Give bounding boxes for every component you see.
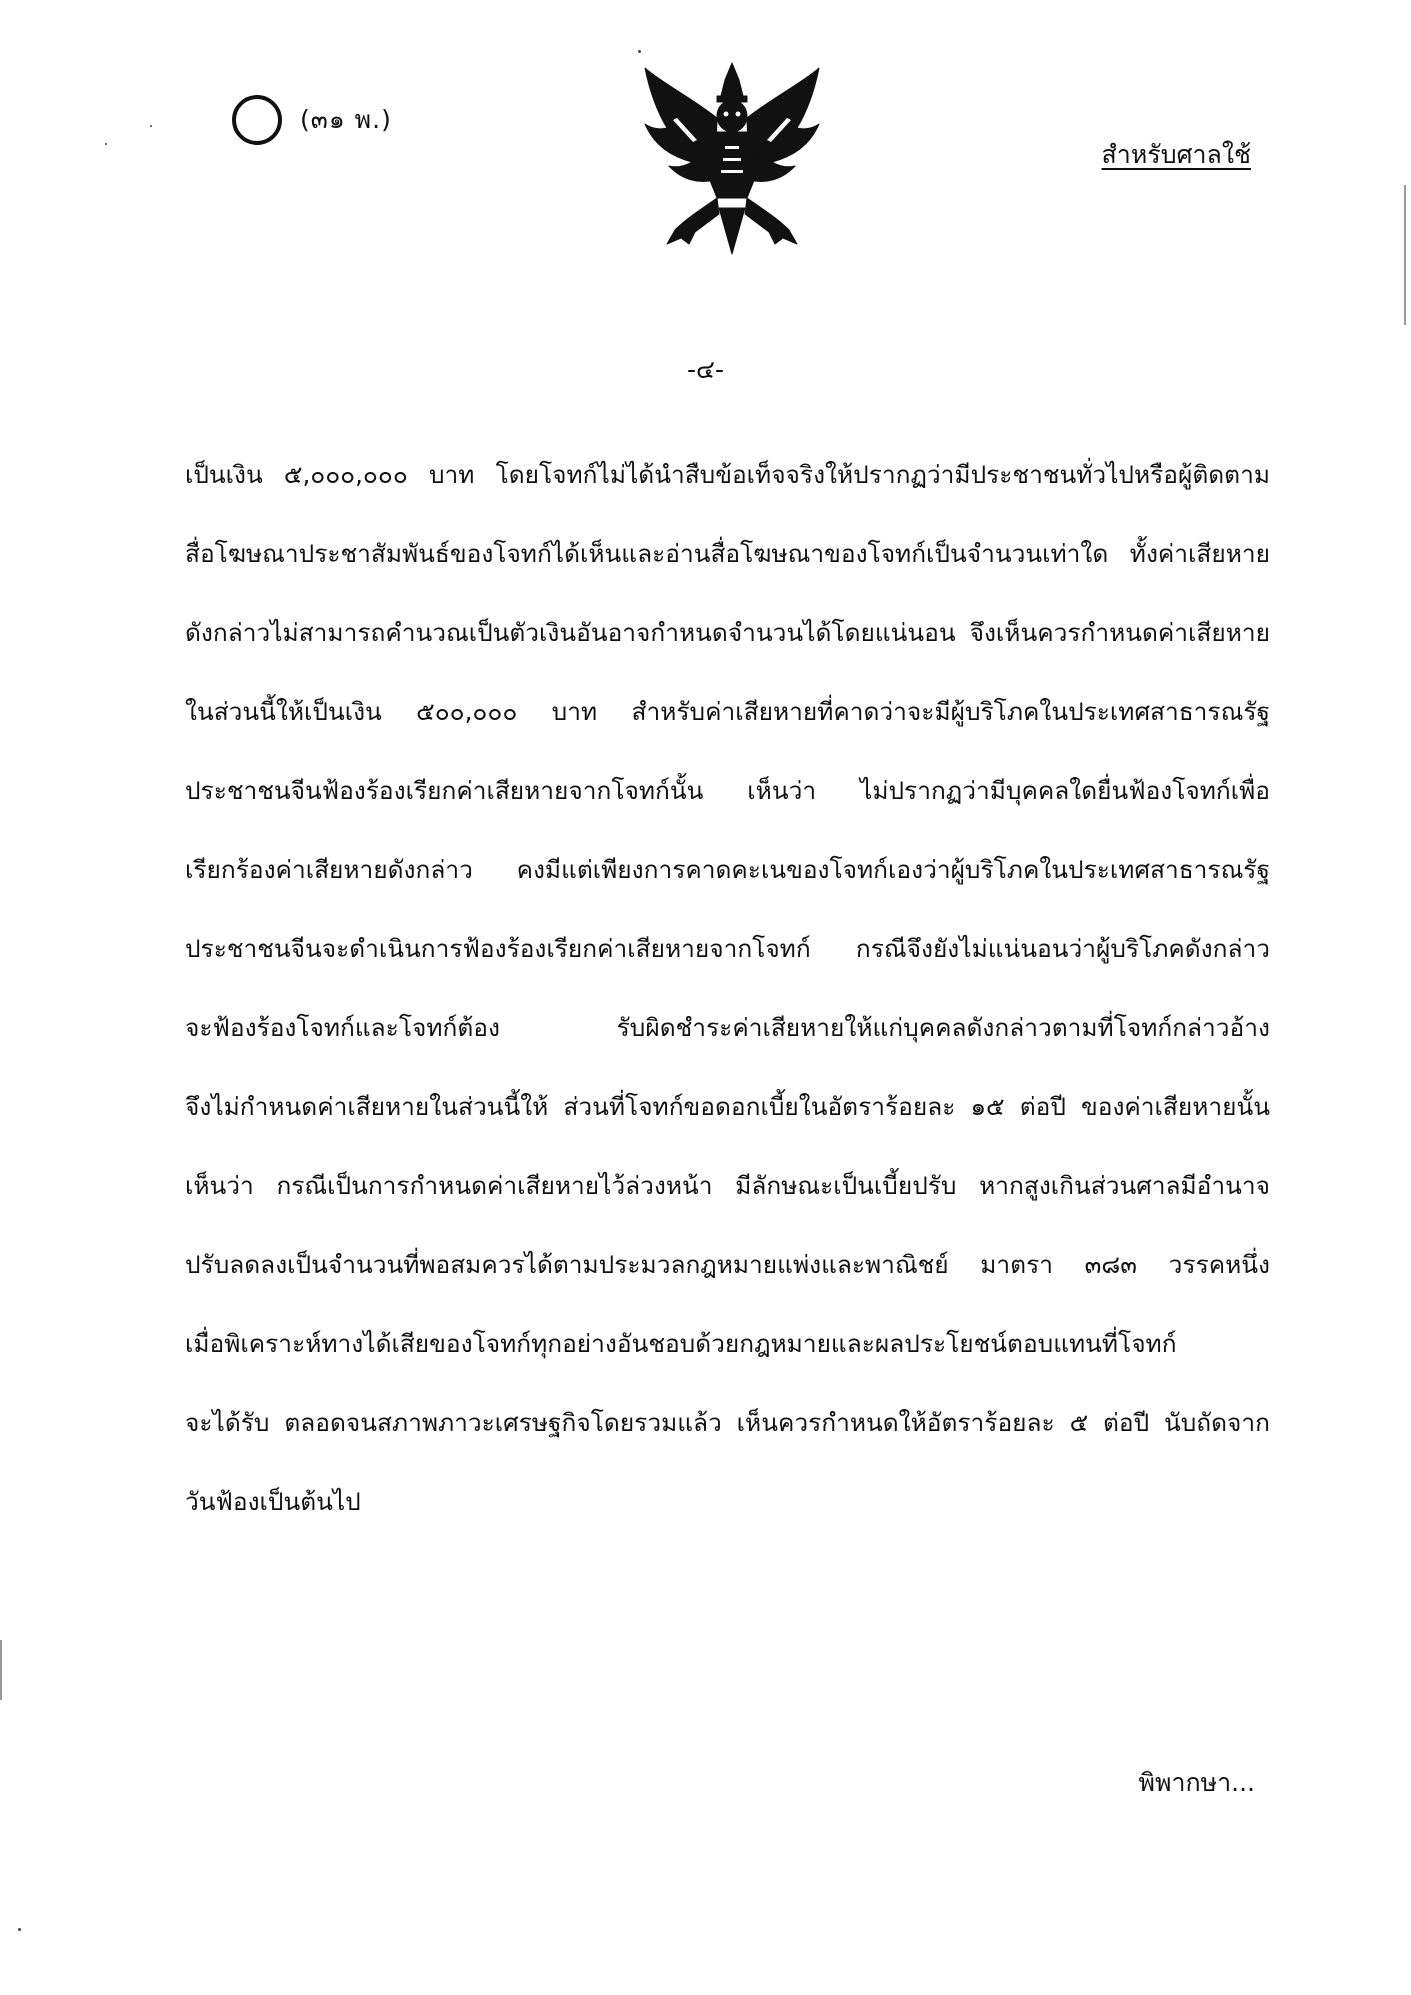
body-line: จึงไม่กำหนดค่าเสียหายในส่วนนี้ให้ ส่วนที่โจทก์ขอดอกเบี้ยในอัตราร้อยละ ๑๕ ต่อปี ของค่าเสียหายนั้น <box>185 1092 1270 1121</box>
body-line: จะได้รับ ตลอดจนสภาพภาวะเศรษฐกิจโดยรวมแล้ว เห็นควรกำหนดให้อัตราร้อยละ ๕ ต่อปี นับถัดจาก <box>185 1408 1270 1437</box>
body-line: เป็นเงิน ๕,๐๐๐,๐๐๐ บาท โดยโจทก์ไม่ได้นำสืบข้อเท็จจริงให้ปรากฏว่ามีประชาชนทั่วไปหรือผู้ติดตาม <box>185 460 1270 489</box>
judgment-body <box>185 455 1270 1561</box>
body-line: สื่อโฆษณาประชาสัมพันธ์ของโจทก์ได้เห็นและอ่านสื่อโฆษณาของโจทก์เป็นจำนวนเท่าใด ทั้งค่าเสียหาย <box>185 539 1270 568</box>
body-line: เรียกร้องค่าเสียหายดังกล่าว คงมีแต่เพียงการคาดคะเนของโจทก์เองว่าผู้บริโภคในประเทศสาธารณรัฐ <box>185 855 1270 884</box>
body-line: เห็นว่า กรณีเป็นการกำหนดค่าเสียหายไว้ล่วงหน้า มีลักษณะเป็นเบี้ยปรับ หากสูงเกินส่วนศาลมีอำนาจ <box>185 1171 1270 1200</box>
continuation-word: พิพากษา... <box>1138 1768 1255 1797</box>
scan-speck <box>150 125 152 127</box>
body-line: ปรับลดลงเป็นจำนวนที่พอสมควรได้ตามประมวลกฎหมายแพ่งและพาณิชย์ มาตรา ๓๘๓ วรรคหนึ่ง <box>185 1250 1270 1279</box>
body-line: จะฟ้องร้องโจทก์และโจทก์ต้อง รับผิดชำระค่าเสียหายให้แก่บุคคลดังกล่าวตามที่โจทก์กล่าวอ้าง <box>185 1013 1270 1042</box>
scan-edge-mark <box>0 1640 2 1700</box>
form-mark <box>232 95 392 145</box>
body-line: ในส่วนนี้ให้เป็นเงิน ๕๐๐,๐๐๐ บาท สำหรับค่าเสียหายที่คาดว่าจะมีผู้บริโภคในประเทศสาธารณรัฐ <box>185 697 1270 726</box>
court-use-label: สำหรับศาลใช้ <box>1101 140 1251 169</box>
form-code: (๓๑ พ.) <box>300 105 392 134</box>
page-number: -๔- <box>687 355 724 384</box>
body-line: วันฟ้องเป็นต้นไป <box>185 1487 361 1516</box>
body-line: เมื่อพิเคราะห์ทางได้เสียของโจทก์ทุกอย่างอันชอบด้วยกฎหมายและผลประโยชน์ตอบแทนที่โจทก์ <box>185 1329 1177 1358</box>
scan-speck <box>638 50 641 53</box>
scan-speck <box>105 143 107 145</box>
scan-speck <box>18 1928 21 1931</box>
body-line: ประชาชนจีนฟ้องร้องเรียกค่าเสียหายจากโจทก์นั้น เห็นว่า ไม่ปรากฏว่ามีบุคคลใดยื่นฟ้องโจทก์เพื่อ <box>185 776 1270 805</box>
garuda-emblem-icon <box>637 58 827 258</box>
scan-edge-mark <box>1404 185 1406 325</box>
body-line: ประชาชนจีนจะดำเนินการฟ้องร้องเรียกค่าเสียหายจากโจทก์ กรณีจึงยังไม่แน่นอนว่าผู้บริโภคดังกล่าว <box>185 934 1270 963</box>
body-line: ดังกล่าวไม่สามารถคำนวณเป็นตัวเงินอันอาจกำหนดจำนวนได้โดยแน่นอน จึงเห็นควรกำหนดค่าเสียหาย <box>185 618 1270 647</box>
form-circle-icon <box>232 95 282 145</box>
